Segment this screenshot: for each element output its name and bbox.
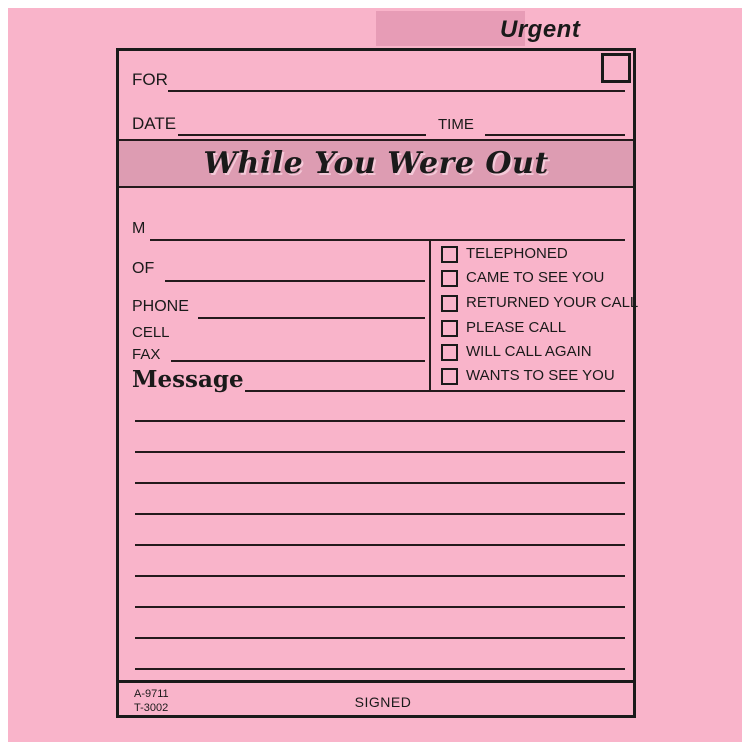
message-line[interactable] bbox=[135, 668, 625, 670]
footer-divider bbox=[119, 680, 633, 683]
note-paper bbox=[8, 8, 742, 742]
message-line[interactable] bbox=[135, 451, 625, 453]
checkbox-label: TELEPHONED bbox=[466, 245, 568, 262]
message-line[interactable] bbox=[135, 420, 625, 422]
checkbox-will-call-again[interactable] bbox=[441, 344, 458, 361]
for-label: FOR bbox=[132, 70, 168, 89]
fax-label: FAX bbox=[132, 346, 161, 363]
date-label: DATE bbox=[132, 114, 177, 133]
checkbox-returned-your-call[interactable] bbox=[441, 295, 458, 312]
signed-label: SIGNED bbox=[354, 694, 412, 710]
of-input-line[interactable] bbox=[165, 280, 425, 282]
checkbox-label: RETURNED YOUR CALL bbox=[466, 294, 639, 311]
message-line[interactable] bbox=[135, 513, 625, 515]
cell-fax-input-line[interactable] bbox=[171, 360, 425, 362]
checkbox-label: CAME TO SEE YOU bbox=[466, 269, 605, 286]
checkbox-label: WANTS TO SEE YOU bbox=[466, 367, 615, 384]
cell-label: CELL bbox=[132, 324, 170, 341]
checkbox-panel-divider bbox=[429, 240, 431, 392]
time-label: TIME bbox=[438, 116, 474, 133]
message-input-line[interactable] bbox=[245, 390, 625, 392]
checkbox-telephoned[interactable] bbox=[441, 246, 458, 263]
message-line[interactable] bbox=[135, 606, 625, 608]
message-label: Message bbox=[132, 366, 244, 393]
m-label: M bbox=[132, 220, 146, 237]
for-input-line[interactable] bbox=[168, 90, 625, 92]
form-code-secondary: T-3002 bbox=[134, 702, 169, 714]
checkbox-label: PLEASE CALL bbox=[466, 319, 567, 336]
while-you-were-out-banner bbox=[119, 139, 633, 188]
message-line[interactable] bbox=[135, 544, 625, 546]
message-line[interactable] bbox=[135, 482, 625, 484]
urgent-checkbox[interactable] bbox=[601, 53, 631, 83]
urgent-label: Urgent bbox=[500, 16, 581, 43]
banner-title: While You Were Out bbox=[203, 146, 549, 181]
checkbox-label: WILL CALL AGAIN bbox=[466, 343, 592, 360]
date-input-line[interactable] bbox=[178, 134, 426, 136]
checkbox-came-to-see-you[interactable] bbox=[441, 270, 458, 287]
m-input-line[interactable] bbox=[150, 239, 625, 241]
phone-label: PHONE bbox=[132, 298, 189, 315]
form-code-primary: A-9711 bbox=[134, 688, 169, 700]
message-line[interactable] bbox=[135, 637, 625, 639]
checkbox-please-call[interactable] bbox=[441, 320, 458, 337]
checkbox-wants-to-see-you[interactable] bbox=[441, 368, 458, 385]
time-input-line[interactable] bbox=[485, 134, 625, 136]
phone-input-line[interactable] bbox=[198, 317, 425, 319]
message-line[interactable] bbox=[135, 575, 625, 577]
of-label: OF bbox=[132, 260, 155, 277]
